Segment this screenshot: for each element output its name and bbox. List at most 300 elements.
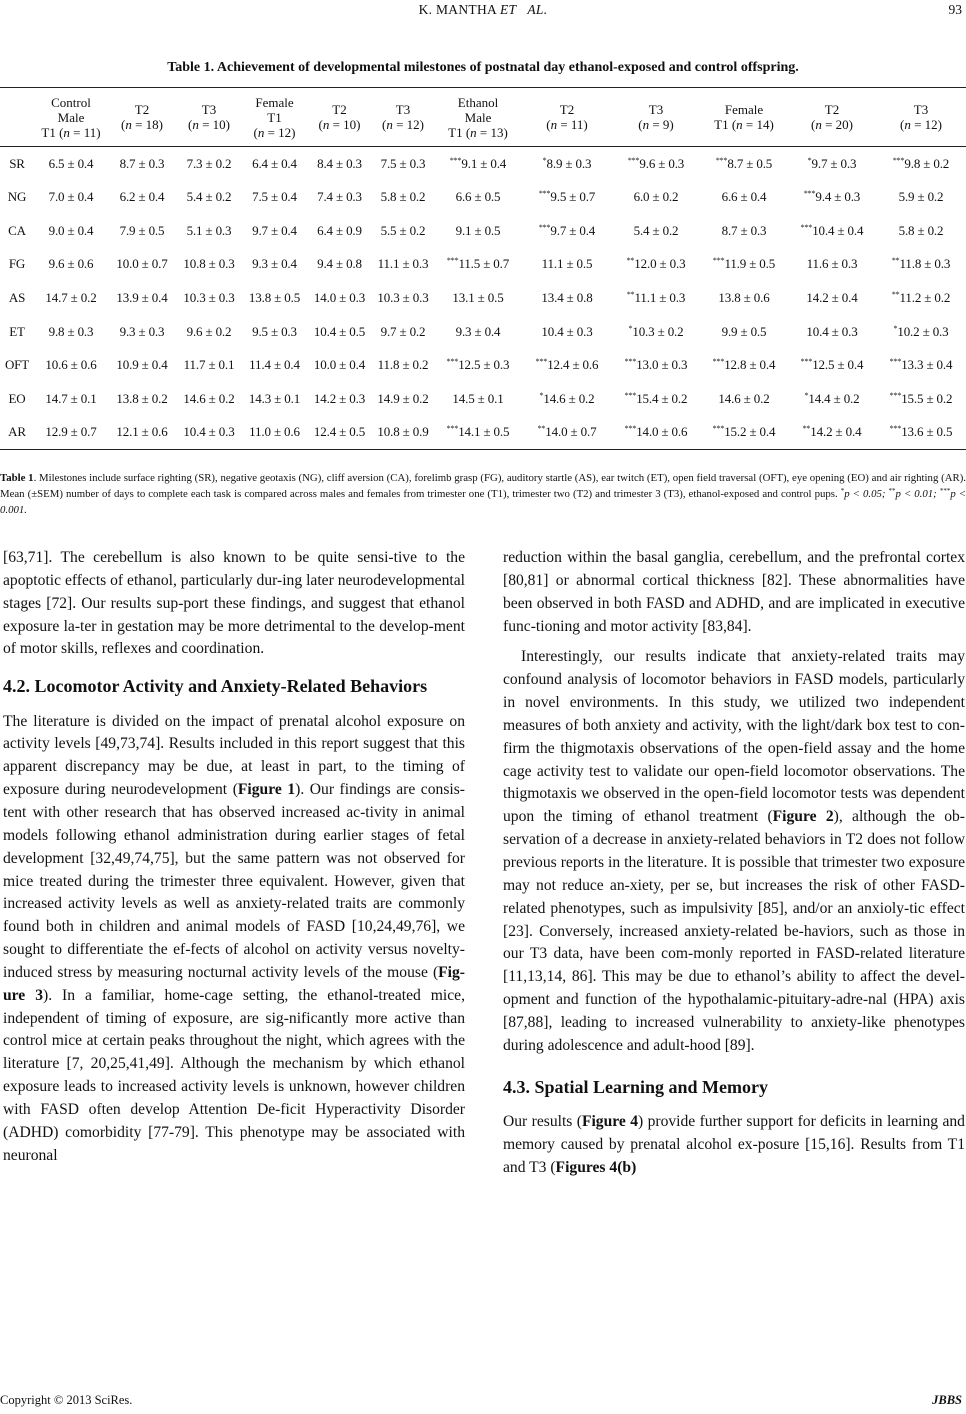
table-cell (176, 315, 242, 349)
table-cell (434, 348, 522, 382)
cell-value: 10.0 ± 0.4 (313, 357, 366, 373)
cell-value: 10.4 ± 0.5 (313, 323, 366, 339)
cell-value: 11.1 ± 0.5 (541, 256, 593, 272)
column-header-line: T2 (824, 102, 840, 118)
table-cell (108, 146, 176, 180)
significance-marker: *** (624, 357, 637, 367)
table-cell (108, 281, 176, 315)
table-cell (876, 348, 966, 382)
table-cell (242, 214, 307, 248)
column-header (612, 88, 700, 147)
text-run: Our results ( (503, 1112, 582, 1130)
table-cell (34, 382, 108, 416)
cell-value: 15.5 ± 0.2 (901, 390, 953, 406)
cell-value: 5.4 ± 0.2 (633, 222, 679, 238)
cell-value: 12.5 ± 0.4 (812, 357, 864, 373)
cell-value: 10.3 ± 0.3 (183, 289, 235, 305)
cell-value: 12.5 ± 0.3 (458, 357, 510, 373)
cell-value: 9.4 ± 0.8 (317, 256, 362, 272)
cell-value: 13.8 ± 0.6 (718, 289, 770, 305)
significance-marker: * (628, 323, 633, 333)
copyright-notice: Copyright © 2013 SciRes. (0, 1393, 133, 1407)
table-cell (176, 180, 242, 214)
column-header-line: Male (57, 109, 85, 125)
cell-value: 14.2 ± 0.3 (313, 390, 366, 406)
cell-value: 8.7 ± 0.3 (119, 155, 165, 171)
table-cell (242, 281, 307, 315)
sig-marker: * (840, 486, 845, 495)
cell-value: 11.6 ± 0.3 (806, 256, 858, 272)
text-run: The literature is divided on the impact of prenatal alcohol exposure on activity levels [49,73,74]. Results included in this report suggest that this apparent discrepancy may be due, at least in part, to the timing of exposure during neurodevelopment ( (3, 712, 465, 799)
significance-marker: ** (891, 256, 900, 266)
cell-value: 9.6 ± 0.2 (186, 323, 232, 339)
cell-value: 12.4 ± 0.5 (313, 424, 366, 440)
table-cell (434, 180, 522, 214)
table-cell (700, 315, 788, 349)
cell-value: 13.0 ± 0.3 (636, 357, 688, 373)
column-header-line: Female (724, 102, 764, 118)
table-cell (307, 281, 372, 315)
row-label: SR (9, 155, 25, 171)
table-cell (372, 348, 434, 382)
table-cell (372, 315, 434, 349)
table-cell (34, 146, 108, 180)
cell-value: 9.9 ± 0.5 (721, 323, 767, 339)
table-cell (876, 382, 966, 416)
cell-value: 14.2 ± 0.4 (810, 424, 862, 440)
cell-value: 7.9 ± 0.5 (119, 222, 165, 238)
column-header-line: Control (51, 95, 91, 110)
table-cell (176, 248, 242, 282)
text-run: Interestingly, our results indicate that anxiety-related traits may confound analysis of locomotor behaviors in FASD models, particularly in novel environments. In this study, we utilized two independent measures of both anxiety and activity, with the light/dark box test to con-firm the thigmotaxis observations of the open-field assay and the home cage activity test to validate our open-field locomotor observations. The thigmotaxis we observed in the open-field locomotor tests was dependent upon the timing of ethanol treatment ( (503, 648, 965, 826)
cell-value: 9.6 ± 0.6 (48, 256, 94, 272)
significance-marker: * (893, 323, 898, 333)
table-cell (307, 315, 372, 349)
cell-value: 6.2 ± 0.4 (119, 189, 165, 205)
significance-marker: ** (626, 256, 635, 266)
paragraph (503, 1111, 965, 1180)
column-header (242, 88, 307, 147)
table-cell (788, 180, 876, 214)
cell-value: 6.4 ± 0.9 (317, 222, 362, 238)
cell-value: 10.0 ± 0.7 (116, 256, 168, 272)
table-cell (612, 146, 700, 180)
table-cell (788, 214, 876, 248)
column-header (876, 88, 966, 147)
table-cell (434, 281, 522, 315)
table-cell (307, 382, 372, 416)
text-run: ). Our findings are consis-tent with other research that has observed increased ac-tivity in animal models following ethanol administration during earlier stages of fetal development [32,49,74,75], but the same pattern was not observed for mice treated during the trimester three equivalent. However, given that increased activity levels as well as anxiety-related traits are commonly found both in children and animal models of FASD [10,24,49,76], we sought to differentiate the ef-fects of alcohol on activity versus novelty-induced stress by measuring nocturnal activity levels of the mouse ( (3, 781, 465, 981)
table-row (0, 348, 966, 382)
significance-marker: * (807, 155, 812, 165)
significance-marker: * (804, 390, 809, 400)
table-cell (108, 382, 176, 416)
table-cell (176, 281, 242, 315)
cell-value: 9.4 ± 0.3 (815, 189, 861, 205)
column-header-line: T2 (332, 102, 347, 118)
cell-value: 10.3 ± 0.3 (377, 289, 429, 305)
table-cell (700, 248, 788, 282)
table-cell (700, 146, 788, 180)
table-cell (788, 248, 876, 282)
significance-marker: *** (712, 424, 725, 434)
cell-value: 15.4 ± 0.2 (636, 390, 688, 406)
cell-value: 13.8 ± 0.5 (248, 289, 301, 305)
table-cell (700, 416, 788, 450)
column-header-line: (n = 10) (187, 117, 230, 133)
table-row (0, 146, 966, 180)
figure-reference: Fig-ure 3 (3, 963, 465, 1004)
table-cell (242, 180, 307, 214)
table-cell (700, 348, 788, 382)
cell-value: 14.6 ± 0.2 (543, 390, 595, 406)
table-cell (372, 214, 434, 248)
table-cell (34, 214, 108, 248)
text-run: ). In a familiar, home-cage setting, the ethanol-treated mice, independent of timing of exposure, are sig-nificantly more active than control mice at certain peaks throughout the night, which agrees with the literature [7, 20,25,41,49]. Although the mechanism by which ethanol exposure leads to increased activity levels is unknown, however children with FASD often develop Attention De-ficit Hyperactivity Disorder (ADHD) comorbidity [77-79]. This phenotype may be associated with neuronal (3, 986, 465, 1164)
significance-marker: *** (446, 424, 459, 434)
cell-value: 13.1 ± 0.5 (452, 289, 504, 305)
cell-value: 10.4 ± 0.3 (806, 323, 858, 339)
table-cell (242, 382, 307, 416)
figure-reference: Figure 2 (772, 808, 834, 826)
text-run: ) provide further support for deficits in learning and memory caused by prenatal alcohol ex-posure [15,16]. Results from T1 and T3 ( (503, 1112, 965, 1176)
table-cell (612, 315, 700, 349)
cell-value: 6.0 ± 0.2 (633, 189, 679, 205)
cell-value: 11.1 ± 0.3 (634, 289, 686, 305)
table-row (0, 315, 966, 349)
cell-value: 11.4 ± 0.4 (249, 357, 300, 373)
cell-value: 14.4 ± 0.2 (808, 390, 860, 406)
table-header-row (0, 88, 966, 147)
table-cell (434, 248, 522, 282)
cell-value: 5.8 ± 0.2 (898, 222, 944, 238)
table-cell (176, 146, 242, 180)
table-cell (372, 248, 434, 282)
row-label: ET (9, 323, 25, 339)
figure-reference: Figure 4 (581, 1112, 639, 1130)
table-cell (612, 180, 700, 214)
cell-value: 7.0 ± 0.4 (48, 189, 94, 205)
cell-value: 10.6 ± 0.6 (45, 357, 97, 373)
cell-value: 8.7 ± 0.5 (727, 155, 773, 171)
cell-value: 12.9 ± 0.7 (45, 424, 97, 440)
table-cell (700, 382, 788, 416)
table-cell (876, 146, 966, 180)
running-title: K. MANTHA ET AL. (418, 2, 548, 17)
paragraph: [63,71]. The cerebellum is also known to be quite sensi-tive to the apoptotic effects of ethanol, particularly dur-ing later neurodevelopmental stages [72]. Our results sup-port these findings, and suggest that ethanol exposure la-ter in gestation may be more detrimental to the develop-ment of motor skills, reflexes and coordination. (3, 549, 465, 658)
table-row (0, 180, 966, 214)
cell-value: 11.9 ± 0.5 (724, 256, 776, 272)
significance-marker: ** (626, 289, 635, 299)
cell-value: 13.9 ± 0.4 (116, 289, 168, 305)
cell-value: 13.6 ± 0.5 (901, 424, 953, 440)
significance-marker: *** (892, 155, 905, 165)
table-cell (176, 382, 242, 416)
significance-marker: *** (715, 155, 728, 165)
cell-value: 7.5 ± 0.4 (252, 189, 297, 205)
table-cell (307, 214, 372, 248)
significance-marker: *** (803, 189, 816, 199)
running-header (0, 0, 966, 24)
significance-marker: *** (535, 357, 548, 367)
significance-marker: *** (800, 222, 813, 232)
table-cell (788, 281, 876, 315)
cell-value: 11.7 ± 0.1 (183, 357, 235, 373)
cell-value: 14.0 ± 0.6 (636, 424, 688, 440)
table-cell (434, 315, 522, 349)
table-cell (522, 382, 612, 416)
paragraph (3, 711, 465, 1168)
table-cell (108, 416, 176, 450)
column-header-line: T3 (395, 102, 411, 118)
column-header-line: (n = 9) (638, 117, 674, 133)
column-header (788, 88, 876, 147)
table-body (0, 146, 966, 449)
cell-value: 11.5 ± 0.7 (458, 256, 510, 272)
row-label: CA (8, 222, 26, 238)
column-header (372, 88, 434, 147)
cell-value: 9.7 ± 0.2 (380, 323, 426, 339)
cell-value: 15.2 ± 0.4 (724, 424, 776, 440)
cell-value: 5.5 ± 0.2 (380, 222, 426, 238)
cell-value: 14.0 ± 0.7 (545, 424, 597, 440)
table-cell (788, 382, 876, 416)
section-heading: 4.3. Spatial Learning and Memory (503, 1076, 769, 1097)
cell-value: 14.2 ± 0.4 (806, 289, 858, 305)
cell-value: 14.0 ± 0.3 (313, 289, 366, 305)
row-label: AS (8, 289, 26, 305)
table-cell (522, 248, 612, 282)
p-value-legend: p < 0.01; (895, 487, 937, 500)
significance-marker: *** (446, 256, 459, 266)
table-cell (372, 146, 434, 180)
table-row (0, 416, 966, 450)
row-label: EO (8, 390, 26, 406)
column-header-line: (n = 12) (253, 124, 296, 140)
cell-value: 14.1 ± 0.5 (458, 424, 510, 440)
table-cell (34, 248, 108, 282)
cell-value: 8.4 ± 0.3 (317, 155, 362, 171)
table-cell (522, 146, 612, 180)
cell-value: 10.8 ± 0.3 (183, 256, 235, 272)
cell-value: 5.9 ± 0.2 (898, 189, 944, 205)
column-header (522, 88, 612, 147)
cell-value: 5.8 ± 0.2 (380, 189, 426, 205)
journal-abbrev: JBBS (932, 1393, 962, 1407)
cell-value: 12.0 ± 0.3 (634, 256, 686, 272)
table-cell (372, 281, 434, 315)
cell-value: 12.4 ± 0.6 (547, 357, 599, 373)
table-note (0, 471, 966, 519)
table-cell (612, 416, 700, 450)
row-label: FG (8, 256, 26, 272)
significance-marker: *** (624, 390, 637, 400)
table-cell (612, 214, 700, 248)
column-header-line: Female (255, 95, 294, 110)
table-cell (176, 416, 242, 450)
cell-value: 6.5 ± 0.4 (48, 155, 94, 171)
cell-value: 6.6 ± 0.4 (721, 189, 767, 205)
table-cell (522, 214, 612, 248)
column-header-line: T3 (648, 102, 664, 118)
table-cell (176, 348, 242, 382)
table-cell (612, 248, 700, 282)
paragraph: reduction within the basal ganglia, cerebellum, and the prefrontal cortex [80,81] or abnormal cortical thickness [82]. These abnormalities have been observed in both FASD and ADHD, and are implicated in executive func-tioning and motor activity [83,84]. (503, 549, 965, 635)
table-cell (700, 214, 788, 248)
table-cell (108, 315, 176, 349)
significance-marker: ** (802, 424, 811, 434)
cell-value: 14.9 ± 0.2 (377, 390, 429, 406)
cell-value: 10.9 ± 0.4 (116, 357, 168, 373)
cell-value: 9.3 ± 0.3 (119, 323, 165, 339)
table-cell (307, 180, 372, 214)
cell-value: 9.3 ± 0.4 (252, 256, 297, 272)
row-label: OFT (4, 357, 30, 373)
cell-value: 14.7 ± 0.1 (45, 390, 97, 406)
cell-value: 6.4 ± 0.4 (252, 155, 297, 171)
column-header (434, 88, 522, 147)
table-header-corner (0, 88, 34, 147)
table-cell (307, 348, 372, 382)
column-header-line: (n = 10) (318, 117, 361, 133)
cell-value: 10.3 ± 0.2 (632, 323, 684, 339)
cell-value: 12.8 ± 0.4 (724, 357, 776, 373)
cell-value: 9.1 ± 0.4 (461, 155, 507, 171)
table-caption: Table 1. Achievement of developmental milestones of postnatal day ethanol-exposed and control offspring. (167, 60, 799, 75)
significance-marker: *** (800, 357, 813, 367)
cell-value: 9.5 ± 0.3 (252, 323, 297, 339)
table-cell (242, 146, 307, 180)
cell-value: 9.3 ± 0.4 (455, 323, 501, 339)
cell-value: 13.4 ± 0.8 (541, 289, 593, 305)
sig-marker: ** (888, 486, 896, 495)
table-cell (612, 382, 700, 416)
significance-marker: *** (627, 155, 640, 165)
table-cell (108, 348, 176, 382)
table-cell (876, 214, 966, 248)
significance-marker: *** (624, 424, 637, 434)
table-cell (522, 416, 612, 450)
cell-value: 14.7 ± 0.2 (45, 289, 97, 305)
p-value-legend: p < 0.05; (844, 487, 886, 500)
cell-value: 9.7 ± 0.4 (550, 222, 596, 238)
cell-value: 10.4 ± 0.4 (812, 222, 864, 238)
table-cell (434, 214, 522, 248)
column-header-line: (n = 20) (810, 117, 853, 133)
table-cell (434, 416, 522, 450)
right-column (503, 547, 965, 1179)
column-header (34, 88, 108, 147)
cell-value: 13.8 ± 0.2 (116, 390, 168, 406)
cell-value: 5.4 ± 0.2 (186, 189, 232, 205)
table-cell (788, 416, 876, 450)
left-column (3, 547, 465, 1167)
cell-value: 8.7 ± 0.3 (721, 222, 767, 238)
cell-value: 11.1 ± 0.3 (377, 256, 429, 272)
table-cell (788, 315, 876, 349)
row-label: NG (7, 189, 27, 205)
table-cell (434, 146, 522, 180)
table-cell (242, 416, 307, 450)
table-cell (788, 348, 876, 382)
cell-value: 10.4 ± 0.3 (541, 323, 593, 339)
table-cell (876, 248, 966, 282)
cell-value: 11.8 ± 0.3 (899, 256, 951, 272)
column-header-line: (n = 12) (899, 117, 942, 133)
column-header-line: (n = 18) (120, 117, 163, 133)
table-cell (522, 315, 612, 349)
cell-value: 9.6 ± 0.3 (639, 155, 685, 171)
table-cell (108, 214, 176, 248)
cell-value: 7.3 ± 0.2 (186, 155, 232, 171)
table-cell (34, 180, 108, 214)
figure-reference: Figures 4(b) (555, 1158, 637, 1176)
column-header-line: Male (464, 109, 492, 125)
significance-marker: ** (537, 424, 546, 434)
table-cell (372, 180, 434, 214)
table-cell (876, 180, 966, 214)
table-cell (612, 348, 700, 382)
column-header-line: (n = 12) (381, 117, 424, 133)
table-cell (307, 248, 372, 282)
table-cell (108, 248, 176, 282)
significance-marker: *** (449, 155, 462, 165)
table-cell (372, 416, 434, 450)
table-note-text: . Milestones include surface righting (SR), negative geotaxis (NG), cliff aversion (CA), forelimb grasp (FG), auditory startle (AS), ear twitch (ET), open field traversal (OFT), eye opening (EO) and air righting (AR). Mean (±SEM) number of days to complete each task is compared across males and females from trimester one (T1), trimester two (T2) and trimester 3 (T3), ethanol-exposed and control pups. (0, 472, 966, 500)
cell-value: 10.8 ± 0.9 (377, 424, 429, 440)
significance-marker: ** (891, 289, 900, 299)
row-label: AR (0, 416, 34, 450)
significance-marker: *** (889, 357, 902, 367)
cell-value: 9.0 ± 0.4 (48, 222, 94, 238)
cell-value: 10.4 ± 0.3 (183, 424, 235, 440)
significance-marker: *** (538, 222, 551, 232)
cell-value: 9.7 ± 0.4 (252, 222, 297, 238)
table-cell (700, 180, 788, 214)
table-cell (700, 281, 788, 315)
table-row (0, 382, 966, 416)
paragraph (503, 646, 965, 1057)
table-cell (876, 315, 966, 349)
column-header-line: T1 (n = 14) (714, 117, 774, 133)
cell-value: 9.8 ± 0.3 (48, 323, 94, 339)
column-header-line: Ethanol (457, 95, 499, 110)
cell-value: 9.5 ± 0.7 (550, 189, 596, 205)
table-cell (242, 248, 307, 282)
column-header (307, 88, 372, 147)
table-cell (34, 315, 108, 349)
sig-marker: *** (939, 486, 951, 495)
table-cell (522, 281, 612, 315)
column-header (108, 88, 176, 147)
table-cell (788, 146, 876, 180)
cell-value: 9.8 ± 0.2 (904, 155, 950, 171)
table-cell (242, 315, 307, 349)
figure-reference: Figure 1 (237, 781, 296, 799)
column-header-line: (n = 11) (546, 117, 588, 133)
table-cell (34, 416, 108, 450)
cell-value: 14.3 ± 0.1 (248, 390, 301, 406)
cell-value: 7.4 ± 0.3 (317, 189, 362, 205)
table-cell (242, 348, 307, 382)
column-header (176, 88, 242, 147)
column-header-line: T2 (134, 102, 150, 118)
cell-value: 8.9 ± 0.3 (546, 155, 592, 171)
column-header-line: T1 (n = 11) (41, 124, 101, 140)
table-cell (34, 281, 108, 315)
cell-value: 5.1 ± 0.3 (186, 222, 232, 238)
table-row (0, 248, 966, 282)
